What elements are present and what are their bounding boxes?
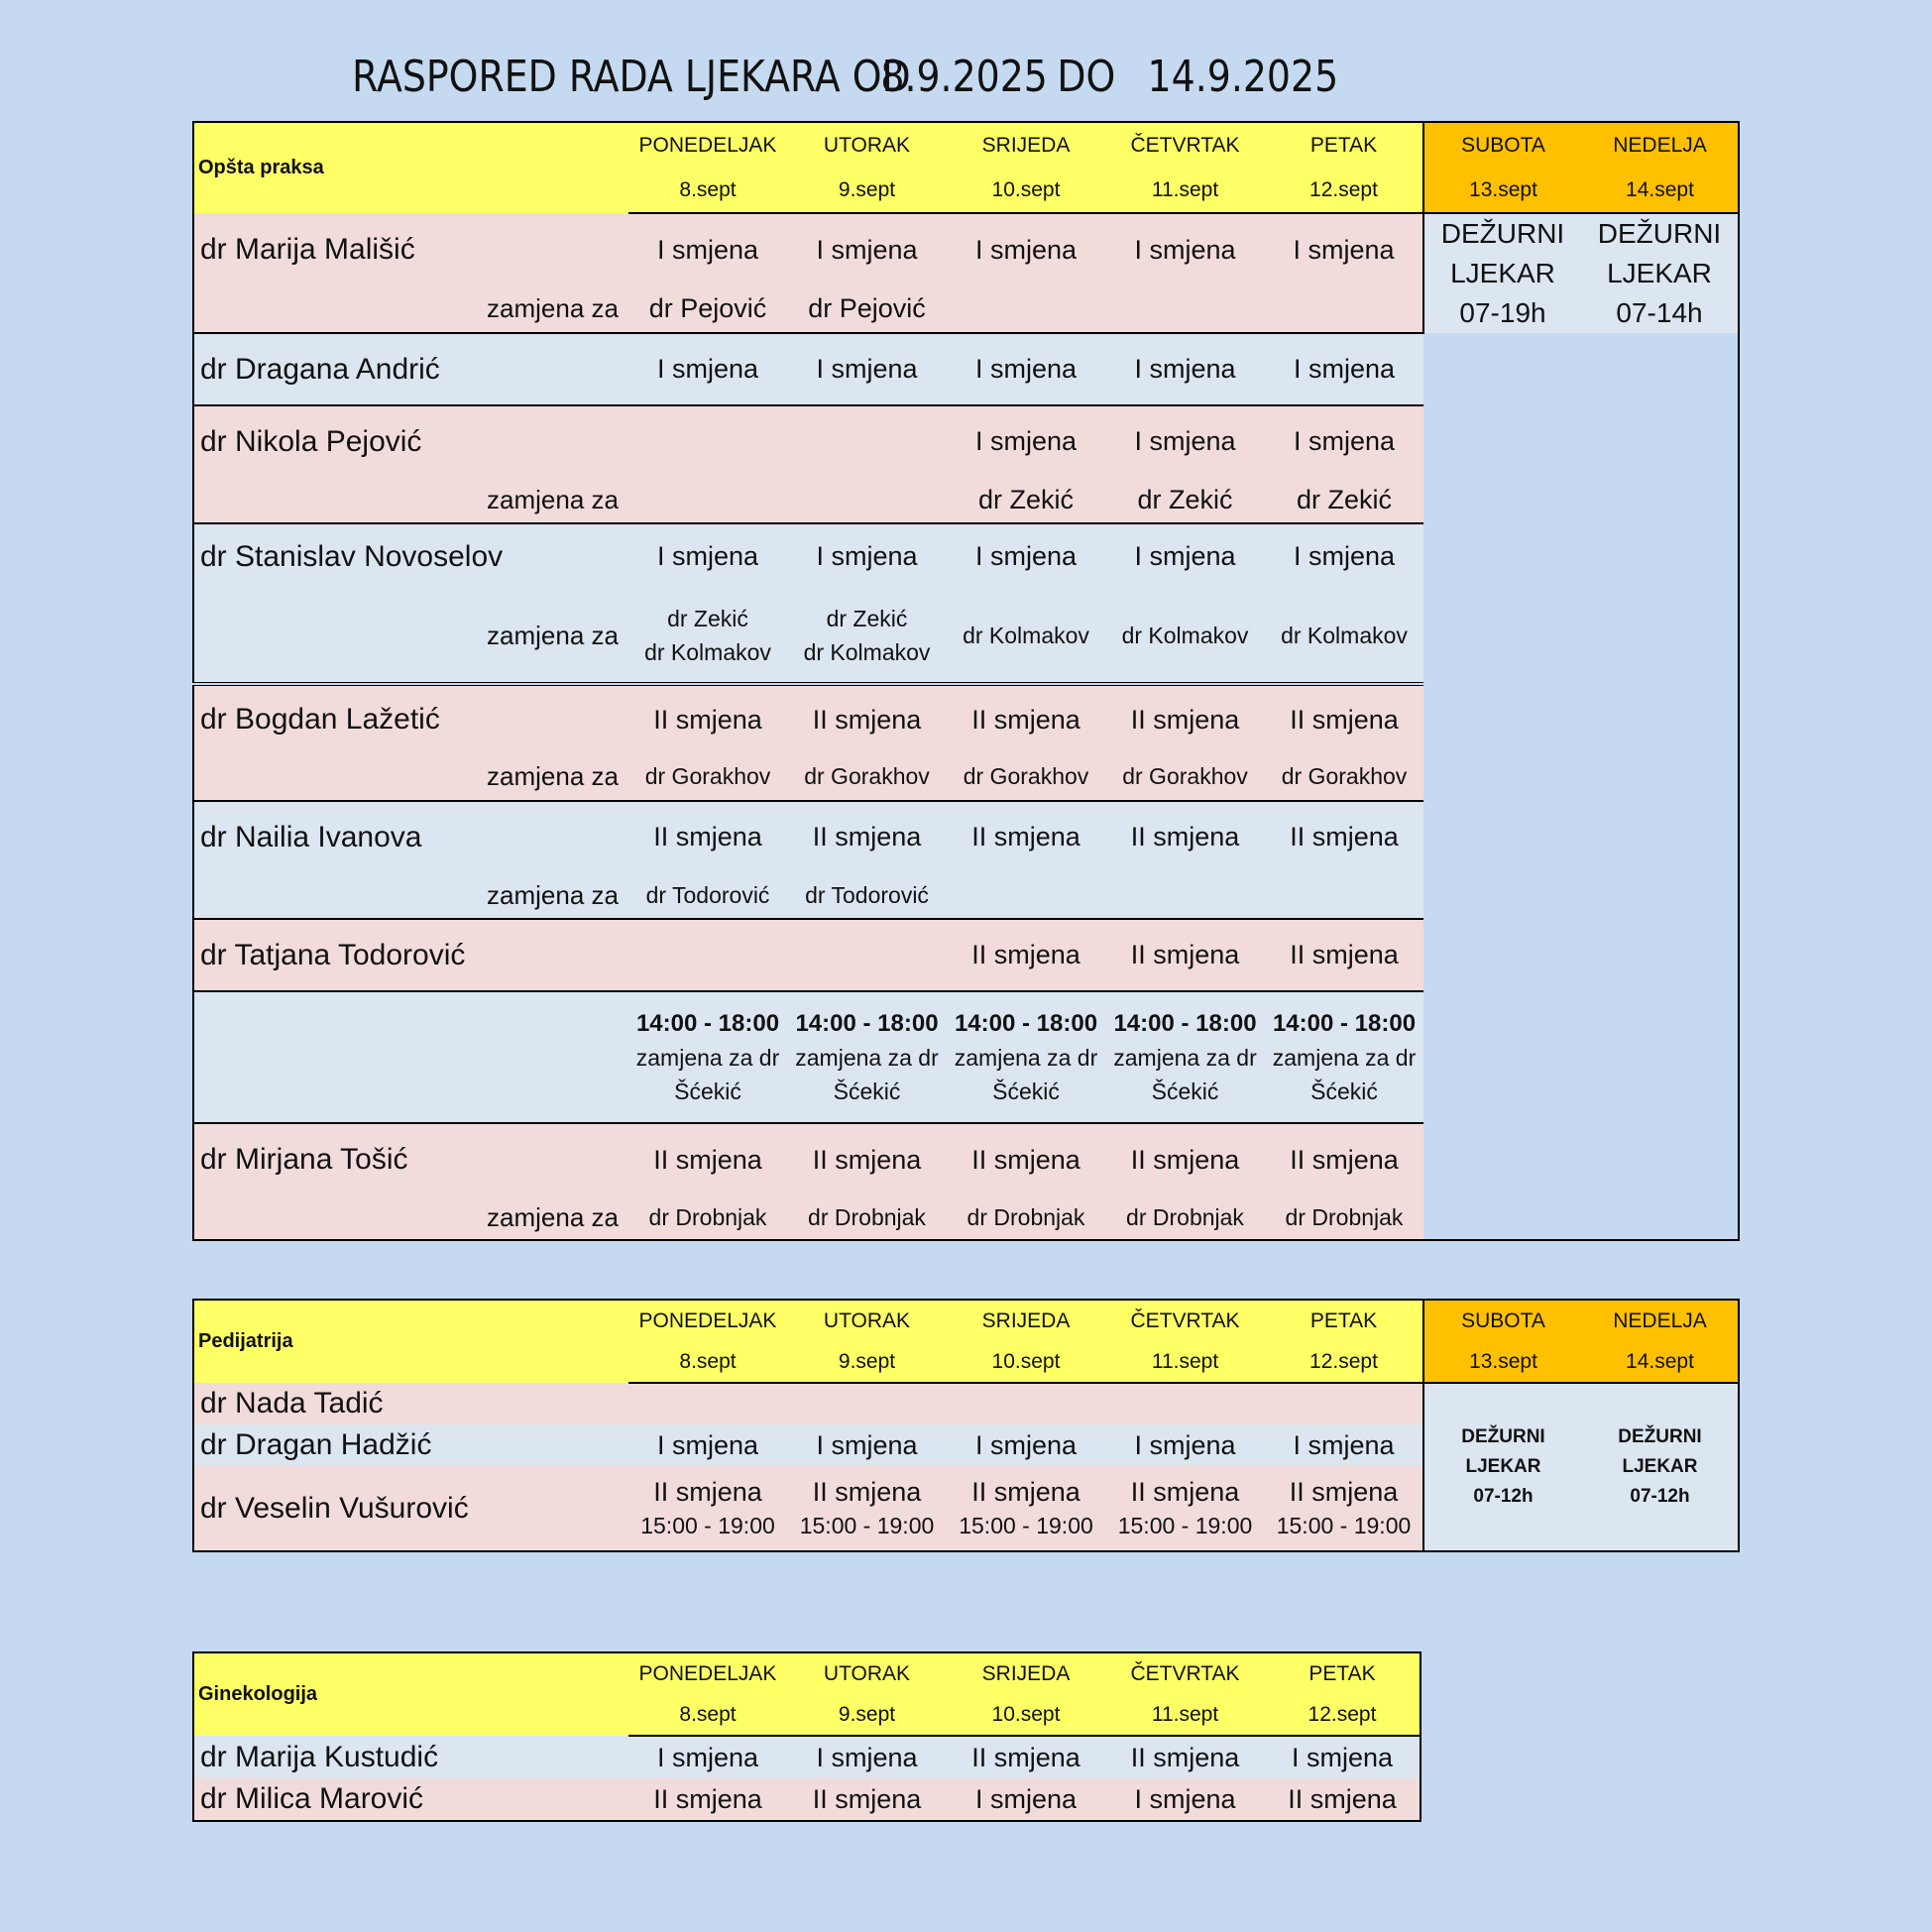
hours-note: Šćekić bbox=[992, 1078, 1060, 1104]
day-date: 11.sept bbox=[1105, 1694, 1265, 1736]
replacement-label: zamjena za bbox=[193, 286, 628, 333]
doctor-name: dr Marija Mališić bbox=[193, 213, 628, 286]
shift-hours: 15:00 - 19:00 bbox=[1117, 1512, 1253, 1538]
day-date: 10.sept bbox=[947, 168, 1105, 213]
shift-cell: II smjena bbox=[787, 1778, 947, 1821]
day-name: PETAK bbox=[1265, 1652, 1421, 1694]
shift-cell: I smjena bbox=[947, 213, 1105, 286]
weekend-duty-sunday bbox=[1581, 214, 1738, 333]
shift-cell: I smjena bbox=[787, 1736, 947, 1778]
shift-cell: II smjena bbox=[787, 801, 947, 872]
doctor-row-ivanova bbox=[193, 801, 1739, 919]
duty-line: LJEKAR bbox=[1622, 1456, 1698, 1477]
replacement-cell: dr Drobnjak bbox=[1105, 1195, 1265, 1240]
shift-cell bbox=[1265, 1466, 1423, 1551]
shift-cell: II smjena bbox=[947, 1123, 1105, 1195]
day-name: PONEDELJAK bbox=[628, 122, 787, 168]
shift-cell: I smjena bbox=[1105, 333, 1265, 405]
weekend-duty-saturday bbox=[1424, 214, 1581, 333]
shift-cell: I smjena bbox=[1105, 523, 1265, 589]
shift-cell: I smjena bbox=[787, 213, 947, 286]
replacement-cell bbox=[1105, 872, 1265, 919]
shift-cell: II smjena bbox=[1265, 684, 1423, 753]
shift-cell: II smjena bbox=[1105, 1123, 1265, 1195]
shift-label: II smjena bbox=[1130, 1476, 1240, 1507]
shift-cell: II smjena bbox=[787, 1123, 947, 1195]
shift-cell: I smjena bbox=[628, 1736, 787, 1778]
replacement-cell bbox=[1265, 872, 1423, 919]
replacement-label: zamjena za bbox=[193, 1195, 628, 1240]
hours-cell bbox=[947, 991, 1105, 1123]
shift-cell: II smjena bbox=[1265, 1778, 1421, 1821]
shift-cell: II smjena bbox=[947, 684, 1105, 753]
dept-title: Ginekologija bbox=[193, 1652, 628, 1736]
dept-title: Pedijatrija bbox=[193, 1300, 628, 1383]
replacement-label: zamjena za bbox=[193, 589, 628, 684]
doctor-name: dr Nikola Pejović bbox=[193, 405, 628, 477]
shift-cell bbox=[947, 1466, 1105, 1551]
duty-line: DEŽURNI bbox=[1461, 1426, 1545, 1447]
shift-cell: II smjena bbox=[1105, 684, 1265, 753]
replacement-cell: dr Kolmakov bbox=[1105, 589, 1265, 684]
shift-cell: I smjena bbox=[947, 1424, 1105, 1466]
replacement-cell bbox=[947, 872, 1105, 919]
day-date: 10.sept bbox=[947, 1694, 1105, 1736]
day-name: UTORAK bbox=[787, 122, 947, 168]
day-date: 8.sept bbox=[628, 1341, 787, 1383]
hours-cell bbox=[1265, 991, 1423, 1123]
shift-cell bbox=[628, 919, 787, 991]
hours-note: zamjena za dr bbox=[635, 1044, 780, 1071]
title-date-to: 14.9.2025 bbox=[1147, 52, 1339, 102]
title-separator: DO bbox=[1057, 52, 1116, 102]
hours-range: 14:00 - 18:00 bbox=[635, 1009, 780, 1037]
day-name: ČETVRTAK bbox=[1105, 1652, 1265, 1694]
day-date: 12.sept bbox=[1265, 1341, 1423, 1383]
replacement-cell: dr Pejović bbox=[787, 286, 947, 333]
day-name: PETAK bbox=[1265, 122, 1423, 168]
day-date: 10.sept bbox=[947, 1341, 1105, 1383]
shift-label: II smjena bbox=[653, 1476, 762, 1507]
replacement-cell bbox=[787, 589, 947, 684]
shift-cell: I smjena bbox=[1265, 213, 1423, 286]
hours-cell bbox=[1105, 991, 1265, 1123]
doctor-name: dr Stanislav Novoselov bbox=[193, 523, 628, 589]
day-name: SRIJEDA bbox=[947, 122, 1105, 168]
day-name: PETAK bbox=[1265, 1300, 1423, 1341]
opsta-praksa-table bbox=[192, 121, 1740, 1241]
shift-cell: I smjena bbox=[787, 1424, 947, 1466]
shift-cell: I smjena bbox=[1265, 333, 1423, 405]
day-name: PONEDELJAK bbox=[628, 1652, 787, 1694]
hours-range: 14:00 - 18:00 bbox=[1113, 1009, 1257, 1037]
shift-cell: I smjena bbox=[1265, 1736, 1421, 1778]
shift-label: II smjena bbox=[812, 1476, 922, 1507]
doctor-row-lazetic bbox=[193, 684, 1739, 801]
shift-cell: II smjena bbox=[628, 1778, 787, 1821]
replacement-cell: dr Zekić bbox=[1105, 477, 1265, 523]
replacement-cell bbox=[1265, 286, 1423, 333]
doctor-name: dr Nada Tadić bbox=[193, 1383, 628, 1424]
ginekologija-body bbox=[193, 1736, 1421, 1821]
shift-cell: I smjena bbox=[787, 333, 947, 405]
shift-cell: I smjena bbox=[1105, 1778, 1265, 1821]
hours-range: 14:00 - 18:00 bbox=[954, 1009, 1098, 1037]
replacement-cell: dr Todorović bbox=[787, 872, 947, 919]
shift-cell: II smjena bbox=[947, 801, 1105, 872]
title-label: RASPORED RADA LJEKARA OD bbox=[352, 52, 911, 102]
replacement-line: dr Zekić bbox=[826, 606, 908, 631]
shift-cell: II smjena bbox=[1105, 801, 1265, 872]
replacement-label: zamjena za bbox=[193, 872, 628, 919]
day-date: 8.sept bbox=[628, 168, 787, 213]
day-name: ČETVRTAK bbox=[1105, 122, 1265, 168]
duty-line: DEŽURNI bbox=[1618, 1426, 1702, 1447]
replacement-cell: dr Todorović bbox=[628, 872, 787, 919]
duty-line: DEŽURNI bbox=[1597, 218, 1722, 249]
shift-label: II smjena bbox=[1289, 1476, 1399, 1507]
ginekologija-table bbox=[192, 1651, 1421, 1822]
shift-cell bbox=[787, 1466, 947, 1551]
replacement-cell bbox=[1105, 286, 1265, 333]
hours-note: Šćekić bbox=[1310, 1078, 1378, 1104]
doctor-name: dr Veselin Vušurović bbox=[193, 1466, 628, 1551]
shift-cell: I smjena bbox=[628, 1424, 787, 1466]
doctor-name bbox=[193, 991, 628, 1123]
shift-hours: 15:00 - 19:00 bbox=[1276, 1512, 1412, 1538]
dept-title: Opšta praksa bbox=[193, 122, 628, 213]
page-title bbox=[0, 52, 1661, 107]
afternoon-replacement-row bbox=[193, 991, 1739, 1123]
day-date: 9.sept bbox=[787, 1694, 947, 1736]
shift-cell: I smjena bbox=[628, 213, 787, 286]
replacement-cell: dr Zekić bbox=[947, 477, 1105, 523]
shift-cell bbox=[628, 1383, 787, 1424]
shift-cell: II smjena bbox=[1265, 919, 1423, 991]
doctor-name: dr Milica Marović bbox=[193, 1778, 628, 1821]
day-name: SUBOTA bbox=[1423, 122, 1582, 168]
hours-cell bbox=[787, 991, 947, 1123]
replacement-cell: dr Drobnjak bbox=[1265, 1195, 1423, 1240]
hours-note: Šćekić bbox=[833, 1078, 901, 1104]
replacement-cell: dr Drobnjak bbox=[947, 1195, 1105, 1240]
replacement-line: dr Kolmakov bbox=[803, 639, 931, 665]
replacement-cell bbox=[787, 477, 947, 523]
shift-cell: I smjena bbox=[1265, 1424, 1423, 1466]
day-name: NEDELJA bbox=[1582, 1300, 1739, 1341]
doctor-name: dr Marija Kustudić bbox=[193, 1736, 628, 1778]
shift-hours: 15:00 - 19:00 bbox=[959, 1512, 1093, 1538]
weekend-duty-sunday bbox=[1582, 1383, 1739, 1551]
day-date: 9.sept bbox=[787, 168, 947, 213]
shift-cell: II smjena bbox=[787, 684, 947, 753]
shift-cell: I smjena bbox=[947, 405, 1105, 477]
replacement-line: dr Kolmakov bbox=[644, 639, 771, 665]
shift-cell bbox=[787, 919, 947, 991]
day-name: ČETVRTAK bbox=[1105, 1300, 1265, 1341]
doctor-row-novoselov bbox=[193, 523, 1739, 684]
shift-cell bbox=[1265, 1383, 1423, 1424]
hours-note: zamjena za dr bbox=[954, 1044, 1098, 1071]
day-date: 11.sept bbox=[1105, 168, 1265, 213]
replacement-label: zamjena za bbox=[193, 477, 628, 523]
duty-hours: 07-12h bbox=[1473, 1486, 1534, 1507]
doctor-name: dr Dragana Andrić bbox=[193, 333, 628, 405]
day-date: 14.sept bbox=[1582, 168, 1739, 213]
shift-cell bbox=[1105, 1383, 1265, 1424]
replacement-cell bbox=[628, 589, 787, 684]
shift-cell: I smjena bbox=[947, 333, 1105, 405]
shift-cell: I smjena bbox=[1105, 405, 1265, 477]
shift-cell: I smjena bbox=[1265, 523, 1423, 589]
duty-line: LJEKAR bbox=[1607, 258, 1712, 288]
doctor-name: dr Dragan Hadžić bbox=[193, 1424, 628, 1466]
doctor-name: dr Mirjana Tošić bbox=[193, 1123, 628, 1195]
shift-hours: 15:00 - 19:00 bbox=[640, 1512, 775, 1538]
replacement-cell: dr Gorakhov bbox=[1265, 753, 1423, 801]
pedijatrija-body bbox=[193, 1383, 1739, 1551]
shift-cell: I smjena bbox=[1105, 1424, 1265, 1466]
duty-hours: 07-12h bbox=[1630, 1486, 1690, 1507]
doctor-name: dr Nailia Ivanova bbox=[193, 801, 628, 872]
duty-line: DEŽURNI bbox=[1440, 218, 1565, 249]
replacement-cell bbox=[628, 477, 787, 523]
hours-note: Šćekić bbox=[674, 1078, 741, 1104]
hours-note: zamjena za dr bbox=[1272, 1044, 1417, 1071]
weekend-duty-saturday bbox=[1423, 1383, 1582, 1551]
replacement-cell: dr Drobnjak bbox=[787, 1195, 947, 1240]
opsta-header bbox=[193, 122, 1739, 213]
shift-cell: I smjena bbox=[628, 523, 787, 589]
shift-cell: I smjena bbox=[1105, 213, 1265, 286]
shift-cell: I smjena bbox=[628, 333, 787, 405]
duty-hours: 07-19h bbox=[1459, 297, 1546, 328]
weekend-duty-block bbox=[1423, 213, 1739, 333]
shift-cell bbox=[628, 405, 787, 477]
day-date: 13.sept bbox=[1423, 1341, 1582, 1383]
doctor-row-tosic bbox=[193, 1123, 1739, 1240]
shift-cell: II smjena bbox=[947, 1736, 1105, 1778]
day-date: 12.sept bbox=[1265, 168, 1423, 213]
doctor-row-andric bbox=[193, 333, 1739, 405]
doctor-row-malisic bbox=[193, 213, 1739, 333]
shift-cell bbox=[787, 405, 947, 477]
hours-note: zamjena za dr bbox=[795, 1044, 939, 1071]
shift-cell: II smjena bbox=[1265, 1123, 1423, 1195]
doctor-name: dr Tatjana Todorović bbox=[193, 919, 628, 991]
day-date: 14.sept bbox=[1582, 1341, 1739, 1383]
hours-range: 14:00 - 18:00 bbox=[795, 1009, 939, 1037]
day-date: 12.sept bbox=[1265, 1694, 1421, 1736]
shift-hours: 15:00 - 19:00 bbox=[799, 1512, 935, 1538]
shift-cell: I smjena bbox=[1265, 405, 1423, 477]
hours-note: Šćekić bbox=[1151, 1078, 1219, 1104]
shift-label: II smjena bbox=[971, 1476, 1080, 1507]
doctor-row-pejovic bbox=[193, 405, 1739, 523]
replacement-cell: dr Pejović bbox=[628, 286, 787, 333]
day-name: UTORAK bbox=[787, 1652, 947, 1694]
doctor-row-todorovic bbox=[193, 919, 1739, 991]
shift-cell bbox=[787, 1383, 947, 1424]
pedijatrija-table bbox=[192, 1299, 1740, 1552]
title-date-from: 8.9.2025 bbox=[880, 52, 1048, 102]
doctor-name: dr Bogdan Lažetić bbox=[193, 684, 628, 753]
shift-cell: I smjena bbox=[947, 1778, 1105, 1821]
hours-note: zamjena za dr bbox=[1113, 1044, 1257, 1071]
replacement-cell: dr Gorakhov bbox=[947, 753, 1105, 801]
shift-cell: I smjena bbox=[787, 523, 947, 589]
duty-line: LJEKAR bbox=[1465, 1456, 1541, 1477]
shift-cell: II smjena bbox=[628, 1123, 787, 1195]
shift-cell bbox=[947, 1383, 1105, 1424]
replacement-line: dr Zekić bbox=[667, 606, 748, 631]
replacement-cell: dr Kolmakov bbox=[947, 589, 1105, 684]
duty-hours: 07-14h bbox=[1616, 297, 1703, 328]
replacement-cell: dr Gorakhov bbox=[1105, 753, 1265, 801]
replacement-cell: dr Drobnjak bbox=[628, 1195, 787, 1240]
shift-cell bbox=[628, 1466, 787, 1551]
day-date: 11.sept bbox=[1105, 1341, 1265, 1383]
shift-cell: II smjena bbox=[1105, 1736, 1265, 1778]
replacement-cell: dr Zekić bbox=[1265, 477, 1423, 523]
day-name: SRIJEDA bbox=[947, 1300, 1105, 1341]
day-date: 9.sept bbox=[787, 1341, 947, 1383]
day-date: 8.sept bbox=[628, 1694, 787, 1736]
hours-range: 14:00 - 18:00 bbox=[1272, 1009, 1417, 1037]
replacement-cell: dr Kolmakov bbox=[1265, 589, 1423, 684]
day-name: SRIJEDA bbox=[947, 1652, 1105, 1694]
day-date: 13.sept bbox=[1423, 168, 1582, 213]
day-name: NEDELJA bbox=[1582, 122, 1739, 168]
shift-cell: II smjena bbox=[628, 801, 787, 872]
shift-cell: II smjena bbox=[947, 919, 1105, 991]
replacement-cell: dr Gorakhov bbox=[787, 753, 947, 801]
shift-cell: II smjena bbox=[628, 684, 787, 753]
day-name: UTORAK bbox=[787, 1300, 947, 1341]
shift-cell: II smjena bbox=[1105, 919, 1265, 991]
shift-cell: I smjena bbox=[947, 523, 1105, 589]
duty-line: LJEKAR bbox=[1450, 258, 1555, 288]
ginekologija-header bbox=[193, 1652, 1421, 1736]
shift-cell bbox=[1105, 1466, 1265, 1551]
hours-cell bbox=[628, 991, 787, 1123]
shift-cell: II smjena bbox=[1265, 801, 1423, 872]
day-name: SUBOTA bbox=[1423, 1300, 1582, 1341]
day-name: PONEDELJAK bbox=[628, 1300, 787, 1341]
replacement-cell bbox=[947, 286, 1105, 333]
replacement-label: zamjena za bbox=[193, 753, 628, 801]
pedijatrija-header bbox=[193, 1300, 1739, 1383]
replacement-cell: dr Gorakhov bbox=[628, 753, 787, 801]
